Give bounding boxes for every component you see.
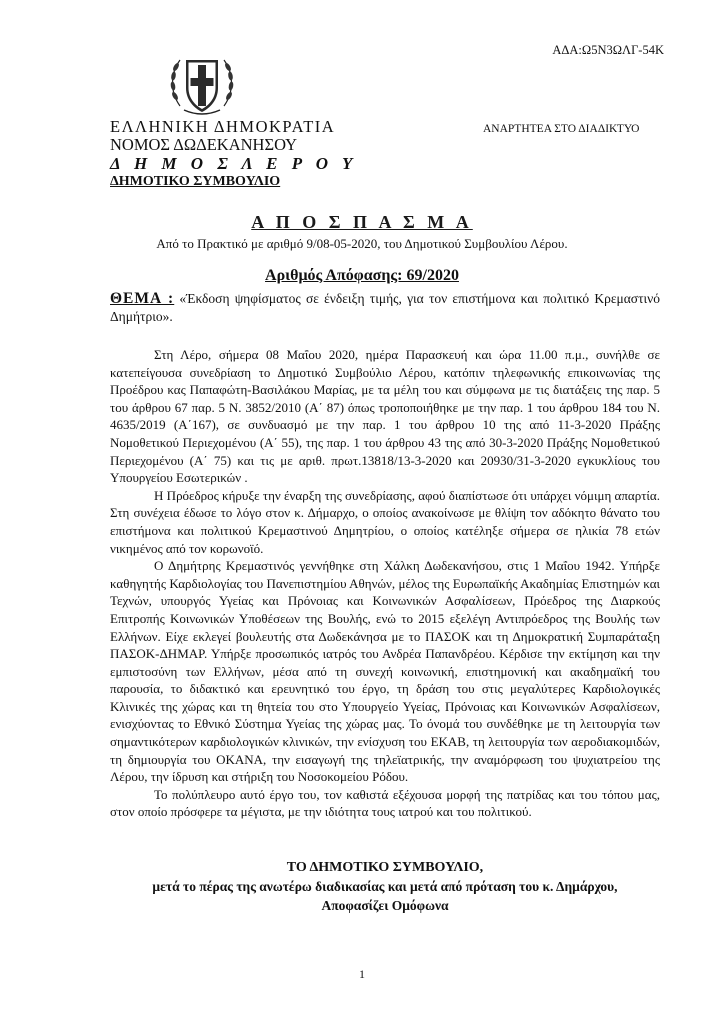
issuer-block bbox=[110, 118, 357, 191]
body-paragraph: Ο Δημήτρης Κρεμαστινός γεννήθηκε στη Χάλκη Δωδεκανήσου, στις 1 Μαΐου 1942. Υπήρξε καθηγητής Καρδιολογίας του Πανεπιστημίου Αθηνών, μέλος της Ευρωπαϊκής Ακαδημίας Επιστημών και Τεχνών, υπουργός Υγείας και Πρόνοιας και Κοινωνικών Ασφαλίσεων, Πρόεδρος της Διαρκούς Επιτροπής Κοινωνικών Υποθέσεων της Βουλής, ενώ το 2015 εξελέγη Αντιπρόεδρος της Βουλής των Ελλήνων. Είχε εκλεγεί βουλευτής στα Δωδεκάνησα με το ΠΑΣΟΚ και τη Δημοκρατική Συμπαράταξη ΠΑΣΟΚ-ΔΗΜΑΡ. Υπήρξε προσωπικός ιατρός του Ανδρέα Παπανδρέου. Κέρδισε την εκτίμηση και την εμπιστοσύνη των Ελλήνων, μέσα από τη συνεχή κοινωνική, επιστημονική και ακαδημαϊκή του παρουσία, το διδακτικό και ερευνητικό του έργο, τη δράση του στις μεγαλύτερες Καρδιολογικές Κλινικές της χώρας και τη θητεία του στο Υπουργείο Υγείας, Πρόνοιας και Κοινωνικών Ασφαλίσεων, ενισχύοντας το Εθνικό Σύστημα Υγείας της χώρας μας. Το όνομά του συνδέθηκε με τη λειτουργία των σημαντικότερων καρδιολογικών κλινικών, την ενίσχυση του ΕΚΑΒ, τη λειτουργία των αεροδιακομιδών, τη δημιουργία του ΟΚΑΝΑ, την εισαγωγή της τηλεϊατρικής, την αναμόρφωση του ψυχιατρείου της Λέρου, την ίδρυση και στήριξη του Νοσοκομείου Ρόδου. bbox=[110, 558, 660, 785]
prefecture-name: ΝΟΜΟΣ ΔΩΔΕΚΑΝΗΣΟΥ bbox=[110, 135, 298, 154]
body-paragraph: Το πολύπλευρο αυτό έργο του, τον καθιστά εξέχουσα μορφή της πατρίδας και του τόπου μας, στον οποίο πρόσφερε τα μέγιστα, με την ιδιότητα τους ιατρού και του πολιτικού. bbox=[110, 786, 660, 820]
municipality-name: Δ Η Μ Ο Σ Λ Ε Ρ Ο Υ bbox=[110, 154, 358, 173]
decision-number: Αριθμός Απόφασης: 69/2020 bbox=[265, 267, 459, 284]
body-paragraph: Η Πρόεδρος κήρυξε την έναρξη της συνεδρίασης, αφού διαπίστωσε ότι υπάρχει νόμιμη απαρτία. Στη συνέχεια έδωσε το λόγο στον κ. Δήμαρχο, ο οποίος ανακοίνωσε με θλίψη τον αδόκητο θάνατο του επιστήμονα και πολιτικού Κρεμαστινού Δημητρίου, ο οποίος κατέληξε σήμερα σε ηλικία 78 ετών νικημένος από τον κορωνοϊό. bbox=[110, 487, 660, 556]
document-body bbox=[110, 346, 660, 821]
republic-name: ΕΛΛΗΝΙΚΗ ΔΗΜΟΚΡΑΤΙΑ bbox=[110, 117, 336, 136]
greek-coat-of-arms-icon bbox=[166, 48, 238, 120]
ada-code: ΑΔΑ:Ω5Ν3ΩΛΓ-54Κ bbox=[552, 43, 664, 57]
publish-note: ΑΝΑΡΤΗΤΕΑ ΣΤΟ ΔΙΑΔΙΚΤΥΟ bbox=[483, 123, 640, 135]
closing-council: ΤΟ ΔΗΜΟΤΙΚΟ ΣΥΜΒΟΥΛΙΟ, bbox=[286, 860, 484, 875]
council-name: ΔΗΜΟΤΙΚΟ ΣΥΜΒΟΥΛΙΟ bbox=[110, 174, 281, 189]
closing-decision: Αποφασίζει Ομόφωνα bbox=[321, 898, 449, 913]
subject-text: «Έκδοση ψηφίσματος σε ένδειξη τιμής, για τον επιστήμονα και πολιτικό Κρεμαστινό Δημήτριο». bbox=[110, 291, 660, 324]
document-title: Α Π Ο Σ Π Α Σ Μ Α bbox=[251, 212, 473, 232]
closing-procedure: μετά το πέρας της ανωτέρω διαδικασίας και μετά από πρόταση του κ. Δημάρχου, bbox=[152, 879, 618, 894]
page-number: 1 bbox=[359, 967, 365, 981]
closing-block bbox=[110, 858, 660, 915]
subject-block bbox=[110, 290, 660, 326]
subject-label: ΘΕΜΑ : bbox=[110, 290, 175, 307]
body-paragraph: Στη Λέρο, σήμερα 08 Μαΐου 2020, ημέρα Παρασκευή και ώρα 11.00 π.μ., συνήλθε σε κατεπείγουσα συνεδρίαση το Δημοτικό Συμβούλιο Λέρου, κατόπιν τηλεφωνικής επικοινωνίας της Προέδρου κας Παπαφώτη-Βασιλάκου Μαρίας, με τα μέλη του και σύμφωνα με τις διατάξεις της παρ. 5 του άρθρου 67 παρ. 5 Ν. 3852/2010 (Α΄ 87) όπως τροποποιήθηκε με την παρ. 1 του άρθρου 184 του Ν. 4635/2019 (Α΄167), σε συνδυασμό με την παρ. 1 του άρθρου 10 της από 11-3-2020 Πράξης Νομοθετικού Περιεχομένου (Α΄ 55), της παρ. 1 του άρθρου 43 της από 30-3-2020 Πράξης Νομοθετικού Περιεχομένου (Α΄ 75) και τις με αριθ. πρωτ.13818/13-3-2020 και 20930/31-3-2020 εγκυκλίους του Υπουργείου Εσωτερικών . bbox=[110, 347, 660, 486]
minutes-reference: Από το Πρακτικό με αριθμό 9/08-05-2020, του Δημοτικού Συμβουλίου Λέρου. bbox=[156, 236, 568, 251]
